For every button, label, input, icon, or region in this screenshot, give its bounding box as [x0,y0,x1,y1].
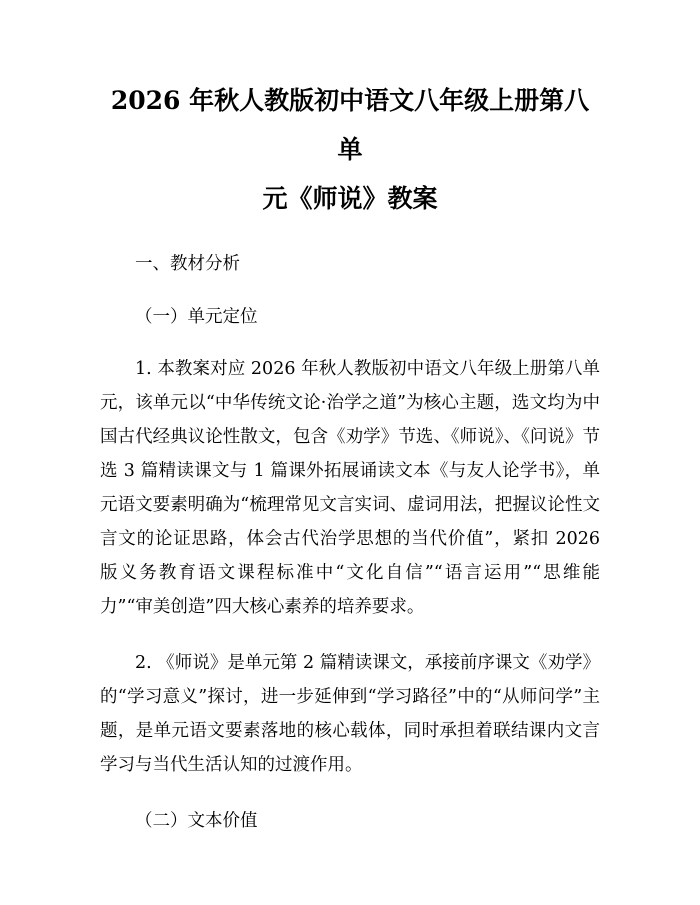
subsection-heading-text-value: （二）文本价值 [135,811,258,831]
paragraph-unit-overview: 1. 本教案对应 2026 年秋人教版初中语文八年级上册第八单元，该单元以“中华传统文论·治学之道”为核心主题，选文均为中国古代经典议论性散文，包含《劝学》节选、《师说》、《问说》节选 3 篇精读课文与 1 篇课外拓展诵读文本《与友人论学书》，单元语文要素明确为“梳理常见文言实词、虚词用法，把握议论性文言文的论证思路，体会古代治学思想的当代价值”，紧扣 2026 版义务教育语文课程标准中“文化自信”“语言运用”“思维能力”“审美创造”四大核心素养的培养要求。 [100,359,600,617]
title-line-1: 2026 年秋人教版初中语文八年级上册第八单 [110,86,590,164]
document-title [100,76,600,223]
subsection-heading-unit-positioning: （一）单元定位 [135,307,258,327]
section-heading-textbook-analysis: 一、教材分析 [135,254,240,274]
paragraph-text-role: 2. 《师说》是单元第 2 篇精读课文，承接前序课文《劝学》的“学习意义”探讨，进一步延伸到“学习路径”中的“从师问学”主题，是单元语文要素落地的核心载体，同时承担着联结课内文言学习与当代生活认知的过渡作用。 [100,653,600,775]
title-line-2: 元《师说》教案 [262,184,438,213]
